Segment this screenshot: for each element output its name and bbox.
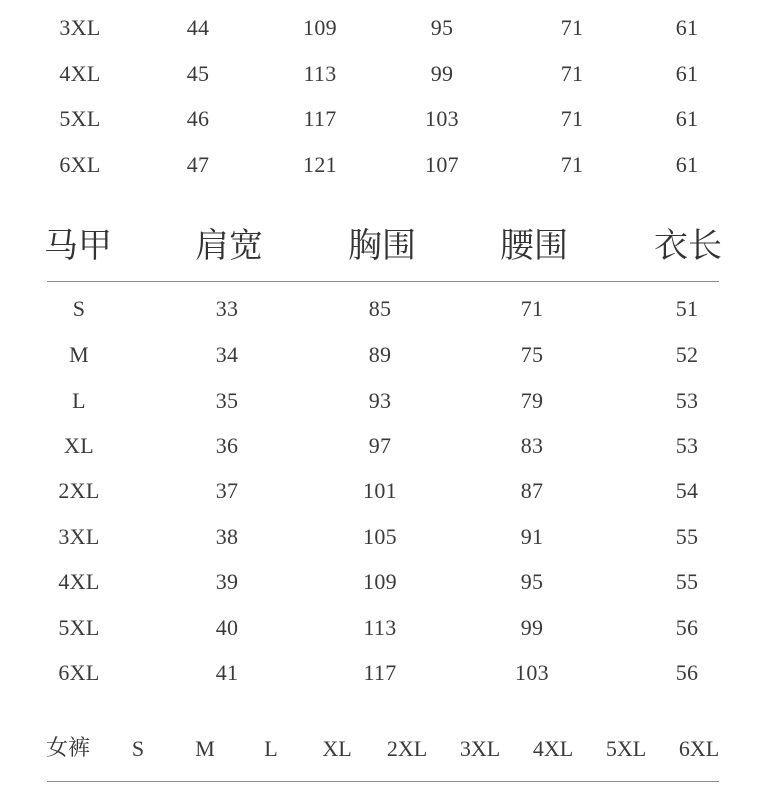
table-cell: 109 [363,569,397,594]
table-cell: 71 [520,296,544,321]
table-cell: 99 [520,615,544,640]
table-cell: 53 [675,433,699,458]
header-waist: 腰围 [500,226,568,266]
table-cell: 33 [215,296,239,321]
table-cell: 6XL [58,660,100,685]
table-cell: 55 [675,569,699,594]
pants-size-header: 4XL [532,736,574,761]
pants-size-header: S [131,736,145,761]
table-cell: 41 [215,660,239,685]
table-cell: 75 [520,342,544,367]
table-cell: 6XL [59,152,101,177]
table-cell: 71 [560,106,584,131]
table-cell: 55 [675,524,699,549]
table-cell: 101 [363,478,397,503]
table-cell: 4XL [58,569,100,594]
header-chest: 胸围 [348,226,416,266]
table-cell: 36 [215,433,239,458]
table-cell: 44 [186,15,210,40]
table-cell: 85 [368,296,392,321]
table-cell: 5XL [58,615,100,640]
table-cell: 71 [560,152,584,177]
table-cell: 87 [520,478,544,503]
table-cell: 83 [520,433,544,458]
table-cell: 103 [515,660,549,685]
table-cell: 107 [425,152,459,177]
table-cell: 95 [430,15,454,40]
table-cell: 113 [363,615,397,640]
table-cell: 61 [675,106,699,131]
table-cell: 34 [215,342,239,367]
table-cell: S [72,296,86,321]
table-cell: 113 [303,61,337,86]
table-cell: 91 [520,524,544,549]
table-cell: 71 [560,61,584,86]
table-cell: 117 [303,106,337,131]
pants-label: 女裤 [46,736,91,761]
table-cell: 3XL [58,524,100,549]
table-cell: 61 [675,15,699,40]
table-cell: 61 [675,61,699,86]
table-cell: 56 [675,615,699,640]
table-cell: 4XL [59,61,101,86]
pants-size-header: L [264,736,278,761]
table-cell: 51 [675,296,699,321]
table-cell: 46 [186,106,210,131]
pants-size-header: 6XL [678,736,720,761]
table-cell: 121 [303,152,337,177]
table-cell: 71 [560,15,584,40]
table-cell: XL [64,433,94,458]
table-cell: 99 [430,61,454,86]
header-length: 衣长 [654,226,722,266]
table-cell: 95 [520,569,544,594]
table-cell: 37 [215,478,239,503]
table-cell: 61 [675,152,699,177]
header-vest: 马甲 [44,226,112,266]
pants-size-header: 2XL [386,736,428,761]
table-cell: 40 [215,615,239,640]
table-cell: 105 [363,524,397,549]
table-cell: 117 [363,660,397,685]
pants-size-header: 5XL [605,736,647,761]
table-cell: 45 [186,61,210,86]
pants-size-header: 3XL [459,736,501,761]
table-cell: M [69,342,89,367]
pants-size-header: M [195,736,215,761]
table-cell: 2XL [58,478,100,503]
table-cell: 109 [303,15,337,40]
table-cell: L [72,388,86,413]
table-cell: 38 [215,524,239,549]
table-cell: 89 [368,342,392,367]
table-cell: 53 [675,388,699,413]
table-cell: 47 [186,152,210,177]
table-cell: 103 [425,106,459,131]
table-cell: 39 [215,569,239,594]
table-cell: 56 [675,660,699,685]
pants-header-divider [47,781,719,782]
table-cell: 97 [368,433,392,458]
table-cell: 5XL [59,106,101,131]
pants-size-header: XL [322,736,352,761]
table-cell: 3XL [59,15,101,40]
table-cell: 93 [368,388,392,413]
table-cell: 35 [215,388,239,413]
header-divider [47,281,719,282]
table-cell: 54 [675,478,699,503]
table-cell: 79 [520,388,544,413]
header-shoulder-width: 肩宽 [195,226,263,266]
table-cell: 52 [675,342,699,367]
